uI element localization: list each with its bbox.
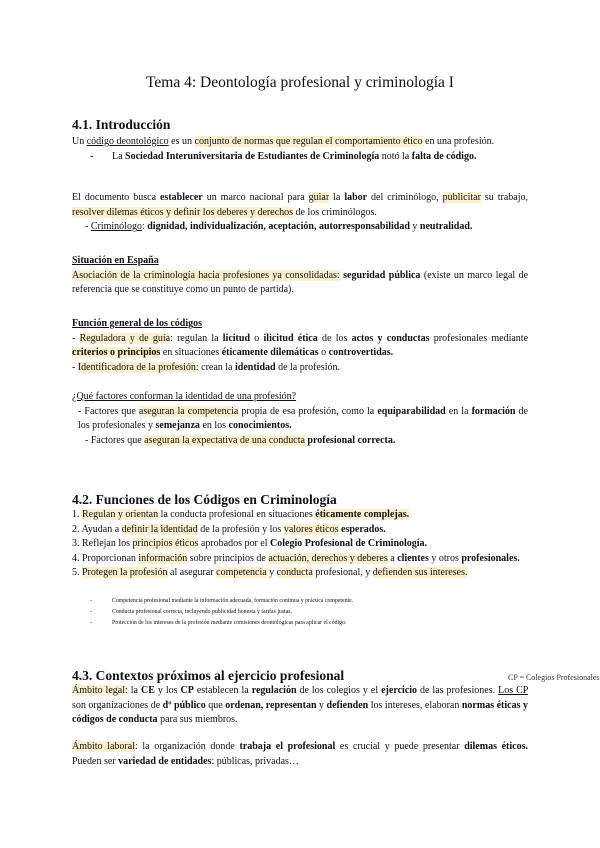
sub-list-item: - Conducta profesional correcta, incluyendo publicidad honesta y tarifas justas.	[90, 608, 292, 615]
section-heading-4-2: 4.2. Funciones de los Códigos en Criminología	[72, 492, 337, 507]
labor-scope: Ámbito laboral: la organización donde trabaja el profesional es crucial y puede presentar dilemas éticos. Pueden ser variedad de entidades: públicas, privadas…	[72, 741, 528, 767]
sub-list-item: - Competencia profesional mediante la información adecuada, formación continua y práctica competente.	[90, 598, 354, 604]
criminologo-values: - Criminólogo: dignidad, individualización, aceptación, autorresponsabilidad y neutralidad.	[85, 221, 473, 233]
list-item: 3. Reflejan los principios éticos aprobados por el Colegio Profesional de Criminología.	[72, 538, 428, 550]
identity-factors: ¿Qué factores conforman la identidad de una profesión? - Factores que aseguran la competencia propia de esa profesión, como la equiparabilidad en la formación de los profesionales y semejanza en los conocimientos. - Factores que aseguran la expectativa de una conducta profesional correcta.	[72, 391, 528, 446]
list-item: 5. Protegen la profesión al asegurar competencia y conducta profesional, y defienden sus intereses.	[72, 567, 468, 579]
general-function: Función general de los códigos - Reguladora y de guía: regulan la licitud o ilicitud ética de los actos y conductas profesionales mediante criterios o principios en situaciones éticamente dilemáticas o controvertidas. - Identificadora de la profesión: crean la identidad de la profesión.	[72, 318, 529, 373]
legal-scope: Ámbito legal: la CE y los CP establecen la regulación de los colegios y el ejercicio de las profesiones. Los CP son organizaciones de dº público que ordenan, representan y defienden los intereses, elaboran normas éticas y códigos de conducta para sus miembros.	[72, 685, 528, 726]
identity-question: ¿Qué factores conforman la identidad de una profesión?	[72, 391, 297, 402]
list-item: 2. Ayudan a definir la identidad de la profesión y los valores éticos esperados.	[72, 523, 386, 535]
page-title: Tema 4: Deontología profesional y criminología I	[146, 74, 454, 91]
list-item: 4. Proporcionan información sobre principios de actuación, derechos y deberes a clientes y otros profesionales.	[72, 552, 520, 564]
protection-sublist	[90, 596, 530, 628]
spain-title: Situación en España	[72, 255, 159, 266]
cp-note: CP = Colegios Profesionales	[508, 673, 600, 682]
section-heading-4-3: 4.3. Contextos próximos al ejercicio profesional	[72, 668, 345, 683]
document-purpose: El documento busca establecer un marco nacional para guiar la labor del criminólogo, publicitar su trabajo, resolver dilemas éticos y definir los deberes y derechos de los criminólogos. - Criminólogo: dignidad, individualización, aceptación, autorresponsabilidad y neutralidad.	[72, 191, 528, 235]
list-item: 1. Regulan y orientan la conducta profesional en situaciones éticamente complejas.	[72, 509, 410, 520]
codigo-definition: Un código deontológico es un conjunto de normas que regulan el comportamiento ético en una profesión.	[72, 136, 495, 147]
section-heading-4-1: 4.1. Introducción	[72, 117, 171, 132]
sub-list-item: - Protección de los intereses de la profesión mediante comisiones deontológicas para aplicar el código.	[90, 619, 347, 626]
function-title: Función general de los códigos	[72, 318, 203, 329]
spain-situation: Situación en España Asociación de la criminología hacia profesiones ya consolidadas: seguridad pública (existe un marco legal de referencia que se constituye como un punto de partida).	[72, 255, 529, 296]
section-4-2-list	[72, 508, 528, 581]
section-4-1-body	[72, 135, 528, 164]
society-note: - La Sociedad Interuniversitaria de Estudiantes de Criminología notó la falta de código.	[90, 150, 477, 162]
